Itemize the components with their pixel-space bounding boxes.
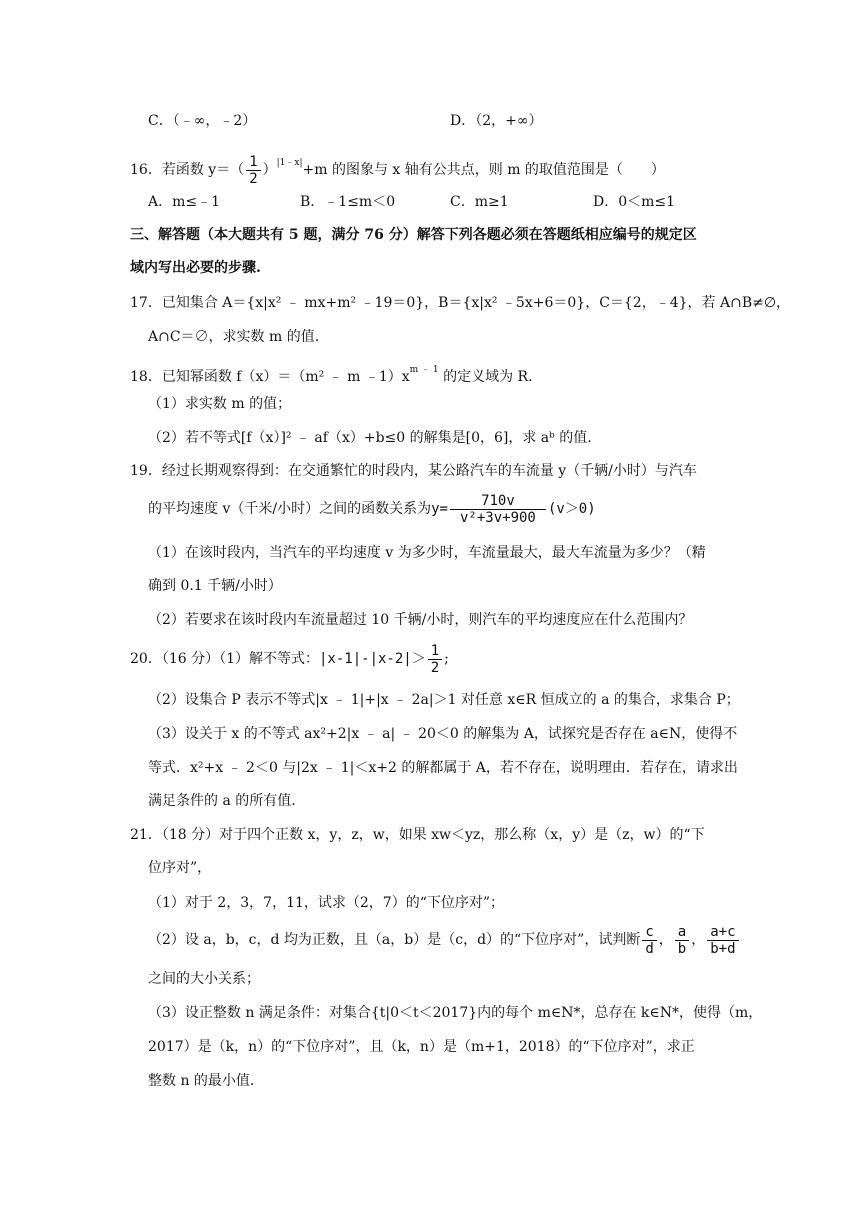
q20-part3-cont1: 等式．x²+x ﹣ 2＜0 与|2x ﹣ 1|＜x+2 的解都属于 A，若不存在，说明理由．若存在，请求出 (148, 760, 738, 776)
q17-line1: 17．已知集合 A＝{x|x² ﹣ mx+m² ﹣19＝0}，B＝{x|x² ﹣5x+6＝0}，C＝{2，﹣4}，若 A∩B≠∅， (130, 295, 791, 311)
q17-line2: A∩C＝∅，求实数 m 的值. (148, 329, 320, 345)
q20-part3: （3）设关于 x 的不等式 ax²+2|x ﹣ a| ﹣ 20＜0 的解集为 A，试探究是否存在 a∈N，使得不 (148, 726, 738, 742)
q16-stem: 16．若函数 y＝（ $\frac{1}{2}$ ）$^{|1﹣x|}$+m 的图象与 x 轴有公共点，则 m 的取值范围是（ ） (130, 153, 665, 187)
q15-option-c: C．（﹣∞，﹣2） (148, 113, 257, 129)
q19-part1-cont: 确到 0.1 千辆/小时） (148, 578, 282, 594)
q19-line2: 的平均速度 v（千米/小时）之间的函数关系为y= $\frac{710v}{\text{v²+3v+900}}$ (v＞0) (148, 492, 596, 526)
q20-part3-cont2: 满足条件的 a 的所有值. (148, 793, 296, 809)
q15-option-d: D．（2，+∞） (450, 113, 543, 129)
q19-part1: （1）在该时段内，当汽车的平均速度 v 为多少时，车流量最大，最大车流量为多少？（精 (148, 545, 706, 561)
q21-part3-cont1: 2017）是（k，n）的“下位序对”，且（k，n）是（m+1，2018）的“下位序对”，求正 (148, 1039, 695, 1055)
q20-part2: （2）设集合 P 表示不等式|x ﹣ 1|+|x ﹣ 2a|＞1 对任意 x∈R 恒成立的 a 的集合，求集合 P； (148, 692, 740, 708)
q16-option-b: B．﹣1≤m＜0 (300, 194, 396, 210)
q16-option-d: D．0＜m≤1 (593, 194, 676, 210)
q18-part2: （2）若不等式[f（x）]² ﹣ af（x）+b≤0 的解集是[0，6]，求 aᵇ 的值. (148, 430, 592, 446)
q20-half-fraction: $\frac{1}{2}$ (428, 643, 442, 676)
section-heading-cont: 域内写出必要的步骤. (130, 260, 261, 276)
q19-part2: （2）若要求在该时段内车流量超过 10 千辆/小时，则汽车的平均速度应在什么范围内？ (148, 612, 693, 628)
q18-line1: 18．已知幂函数 f（x）＝（m² ﹣ m $﹣1)x^{m ﹣ 1}$ 的定义域为 R. (130, 365, 533, 385)
q21-part2-cont: 之间的大小关系； (148, 971, 260, 987)
q20-line1: 20．（16 分）（1）解不等式：|x-1|-|x-2|＞ $\frac{1}{2}$ ; (130, 642, 449, 676)
q19-line1: 19．经过长期观察得到：在交通繁忙的时段内，某公路汽车的车流量 y（千辆/小时）与汽车 (130, 463, 697, 479)
q21-part3: （3）设正整数 n 满足条件：对集合{t|0＜t＜2017}内的每个 m∈N*，总存在 k∈N*，使得（m， (148, 1005, 763, 1021)
q16-half-fraction: $\frac{1}{2}$ (246, 154, 260, 187)
q16-option-c: C．m≥1 (450, 194, 509, 210)
q18-part1: （1）求实数 m 的值； (148, 396, 292, 412)
q21-part2: （2）设 a，b，c，d 均为正数，且（a，b）是（c，d）的“下位序对”，试判断 $\frac{c}{d}$ ， $\frac{a}{b}$ ， $\frac{a+c}{b+d}$ (148, 920, 741, 960)
q21-line2: 位序对”， (148, 860, 212, 876)
q19-formula-fraction: $\frac{710v}{\text{v²+3v+900}}$ (450, 493, 546, 526)
q21-fraction-c-d: $\frac{c}{d}$ (642, 924, 656, 957)
q21-part1: （1）对于 2，3，7，11，试求（2，7）的“下位序对”； (148, 895, 505, 911)
q21-line1: 21．（18 分）对于四个正数 x，y，z，w，如果 xw＜yz，那么称（x，y）是（z，w）的“下 (130, 827, 705, 843)
q16-option-a: A．m≤﹣1 (148, 194, 221, 210)
q21-fraction-sum: $\frac{a+c}{b+d}$ (707, 924, 738, 957)
q21-part3-cont2: 整数 n 的最小值. (148, 1073, 255, 1089)
q21-fraction-a-b: $\frac{a}{b}$ (675, 924, 689, 957)
section-heading: 三、解答题（本大题共有 5 题，满分 76 分）解答下列各题必须在答题纸相应编号的规定区 (130, 227, 697, 243)
